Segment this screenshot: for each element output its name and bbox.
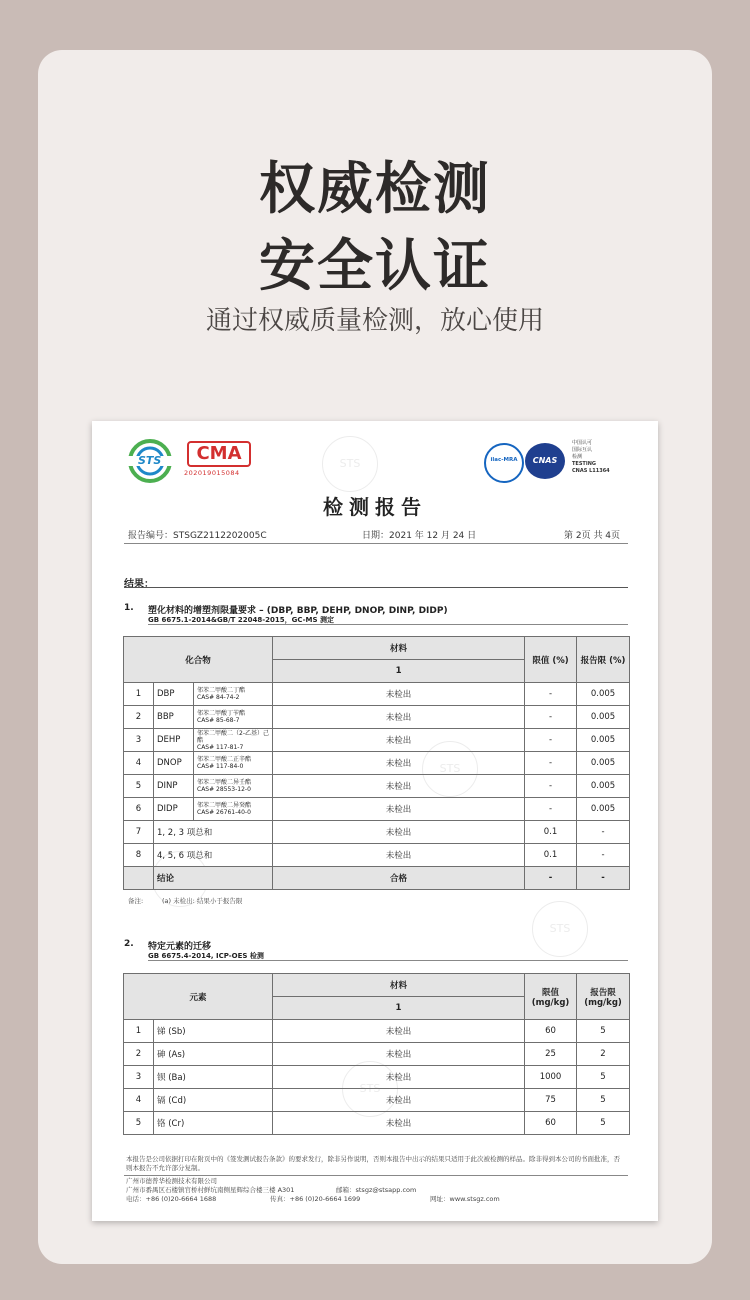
result: 未检出 [273,775,525,798]
report-title: 检测报告 [323,495,427,519]
result: 未检出 [273,1066,525,1089]
compound-name [194,706,273,729]
compound-chinese-name: 邻苯二甲酸二（2-乙基）己酯 [197,729,269,744]
header-limit: 限值 (mg/kg) [525,974,577,1020]
table-row [124,1089,630,1112]
note-text: (a) 未检出: 结果小于报告限 [162,897,243,905]
compound-name [194,683,273,706]
results-label: 结果： [124,579,154,590]
row-number: 1 [124,683,154,706]
table-row [124,729,630,752]
result: 未检出 [273,1043,525,1066]
result: 未检出 [273,1020,525,1043]
table-row [124,1020,630,1043]
compound-code: DEHP [154,729,194,752]
compound-code: DBP [154,683,194,706]
table-row [124,798,630,821]
header-element: 元素 [124,974,273,1020]
divider [148,624,628,625]
test-report-document [92,421,658,1221]
table-row [124,1112,630,1135]
result: 未检出 [273,1112,525,1135]
report-date: 日期：2021 年 12 月 24 日 [362,531,477,541]
compound-code: DINP [154,775,194,798]
reporting-limit: 5 [577,1112,630,1135]
footer-address: 广州市番禺区石楼镇官桥村鲜坑南侧星辉综合楼三楼 A301 [126,1186,295,1194]
reporting-limit: 0.005 [577,752,630,775]
element-name: 镉 (Cd) [154,1089,273,1112]
table-row [124,706,630,729]
divider [124,587,628,588]
header-reporting-limit: 报告限 (mg/kg) [577,974,630,1020]
elements-table [123,973,630,1135]
reporting-limit: 0.005 [577,775,630,798]
limit: - [525,706,577,729]
limit: - [525,752,577,775]
limit: 60 [525,1020,577,1043]
reporting-limit: 2 [577,1043,630,1066]
cma-logo: CMA [187,441,251,467]
compound-chinese-name: 邻苯二甲酸二异壬酯 [197,779,252,786]
row-number: 5 [124,775,154,798]
footer-fax: 传真：+86 (0)20-6664 1699 [270,1195,361,1203]
cas-number: CAS# 28553-12-0 [197,786,251,793]
cnas-logo-text: CNAS [532,456,558,465]
result: 未检出 [273,752,525,775]
row-number: 1 [124,1020,154,1043]
footer-phone: 电话：+86 (0)20-6664 1688 [126,1195,217,1203]
compound-name [194,729,273,752]
conclusion-limit: - [525,867,577,890]
divider [124,1175,628,1176]
header-material: 材料 [273,637,525,660]
compound-chinese-name: 邻苯二甲酸二正辛酯 [197,756,252,763]
header-material: 材料 [273,974,525,997]
footer-email: 邮箱：stsgz@stsapp.com [336,1186,417,1194]
cas-number: CAS# 117-81-7 [197,743,244,751]
header-limit: 限值 (%) [525,637,577,683]
limit: - [525,775,577,798]
row-number: 7 [124,821,154,844]
cas-number: CAS# 26761-40-0 [197,809,251,816]
limit: 60 [525,1112,577,1135]
section1-number: 1. [124,603,134,613]
row-number: 5 [124,1112,154,1135]
table-row [124,844,630,867]
table-row [124,821,630,844]
header-material-no: 1 [273,660,525,683]
table-row [124,752,630,775]
cas-number: CAS# 84-74-2 [197,694,240,701]
compound-name [194,752,273,775]
headline-line1: 权威检测 [259,157,491,222]
element-name: 铬 (Cr) [154,1112,273,1135]
element-name: 砷 (As) [154,1043,273,1066]
compound-code: BBP [154,706,194,729]
section2-number: 2. [124,939,134,949]
footer-statement: 本报告是公司依据打印在附页中的《签发测试报告条款》的要求发行，除非另作说明，否则本报告中出示的结果只适用于此次被检测的样品。除非得到本公司的书面批准，否则本报告不允许部分复制。 [126,1155,620,1172]
cnas-caption-line: 国际互认 [572,447,593,453]
limit: 0.1 [525,821,577,844]
cas-number: CAS# 85-68-7 [197,717,240,724]
limit: - [525,729,577,752]
reporting-limit: 5 [577,1020,630,1043]
reporting-limit: 0.005 [577,729,630,752]
result: 未检出 [273,729,525,752]
ilac-mra-logo [484,443,524,483]
limit: - [525,798,577,821]
row-number: 6 [124,798,154,821]
row-number: 3 [124,729,154,752]
compound-name [194,798,273,821]
compound-code: DIDP [154,798,194,821]
section1-method: GB 6675.1-2014&GB/T 22048-2015，GC-MS 测定 [148,616,335,624]
watermark-icon: STS [532,901,588,957]
subtitle: 通过权威质量检测，放心使用 [205,306,544,336]
compound-name [194,775,273,798]
cnas-caption [572,440,610,475]
result: 未检出 [273,1089,525,1112]
table-row [124,683,630,706]
conclusion-cell-empty [124,867,154,890]
table-row [124,775,630,798]
row-number: 4 [124,1089,154,1112]
row-number: 4 [124,752,154,775]
reporting-limit: 5 [577,1089,630,1112]
ilac-logo-text: ilac-MRA [490,457,518,463]
headline-line2: 安全认证 [259,234,491,299]
limit: - [525,683,577,706]
section2-method: GB 6675.4-2014, ICP-OES 检测 [148,952,264,960]
cnas-caption-line: 检测 [572,454,583,460]
plasticizer-table [123,636,630,890]
report-number: 报告编号：STSGZ2112202005C [128,531,267,541]
limit: 1000 [525,1066,577,1089]
result: 未检出 [273,706,525,729]
row-number: 2 [124,706,154,729]
cnas-caption-line: TESTING [572,461,596,467]
row-number: 2 [124,1043,154,1066]
cas-number: CAS# 117-84-0 [197,763,244,770]
cnas-logo [525,443,565,479]
watermark-icon: STS [422,741,478,797]
divider [124,543,628,544]
compound-chinese-name: 邻苯二甲酸丁苄酯 [197,710,246,717]
reporting-limit: 0.005 [577,706,630,729]
sum-label: 1, 2, 3 项总和 [154,821,273,844]
section1-heading: 塑化材料的增塑剂限量要求 – (DBP, BBP, DEHP, DNOP, DINP, DIDP) [148,606,448,616]
cnas-caption-line: 中国认可 [572,440,593,446]
row-number: 8 [124,844,154,867]
report-page: 第 2页 共 4页 [564,531,621,541]
watermark-icon: STS [322,436,378,492]
limit: 0.1 [525,844,577,867]
header-material-no: 1 [273,997,525,1020]
compound-chinese-name: 邻苯二甲酸二丁酯 [197,687,246,694]
limit: 75 [525,1089,577,1112]
reporting-limit: 0.005 [577,798,630,821]
cma-number: 202019015084 [184,469,240,477]
element-name: 钡 (Ba) [154,1066,273,1089]
footer-website: 网址：www.stsgz.com [430,1195,500,1203]
header-compound: 化合物 [124,637,273,683]
note-label: 备注: [128,897,144,905]
compound-chinese-name: 邻苯二甲酸二异癸酯 [197,802,252,809]
sts-logo-text: STS [138,454,162,467]
compound-code: DNOP [154,752,194,775]
result: 未检出 [273,844,525,867]
divider [148,960,628,961]
sts-logo [128,439,176,483]
conclusion-result: 合格 [273,867,525,890]
limit: 25 [525,1043,577,1066]
element-name: 锑 (Sb) [154,1020,273,1043]
result: 未检出 [273,821,525,844]
footer-company: 广州市德普华检测技术有限公司 [126,1177,217,1185]
table-row [124,1066,630,1089]
sum-label: 4, 5, 6 项总和 [154,844,273,867]
reporting-limit: - [577,821,630,844]
table-row [124,1043,630,1066]
result: 未检出 [273,798,525,821]
row-number: 3 [124,1066,154,1089]
reporting-limit: 5 [577,1066,630,1089]
reporting-limit: 0.005 [577,683,630,706]
reporting-limit: - [577,844,630,867]
conclusion-rl: - [577,867,630,890]
result: 未检出 [273,683,525,706]
watermark-icon: STS [342,1061,398,1117]
section2-heading: 特定元素的迁移 [148,942,212,952]
cnas-caption-line: CNAS L11364 [572,468,610,474]
conclusion-label: 结论 [154,867,273,890]
header-reporting-limit: 报告限 (%) [577,637,630,683]
